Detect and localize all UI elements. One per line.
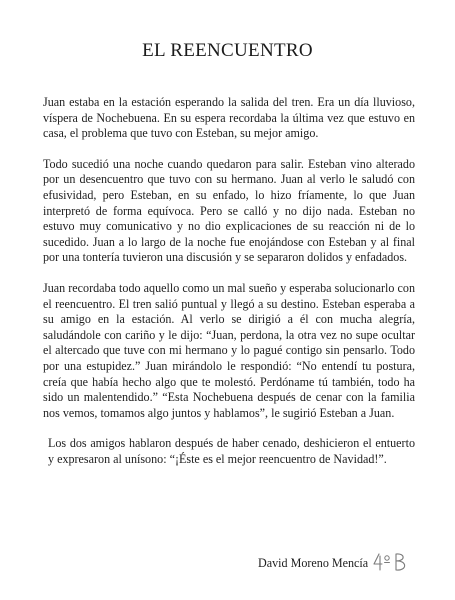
paragraph-2: Todo sucedió una noche cuando quedaron para salir. Esteban vino alterado por un desencuentro que tuvo con su hermano. Juan al verlo le saludó con efusividad, pero Esteban, en su enfado, lo hizo fríamente, lo que Juan interpretó de forma equívoca. Pero se calló y no dijo nada. Esteban no estuvo muy comunicativo y no dio explicaciones de su reacción ni de lo sucedido. Juan a lo largo de la noche fue enojándose con Esteban y al final por una tontería tuvieron una discusión y se separaron dolidos y enfadados. [43,156,415,265]
handwritten-class-note [372,551,412,573]
paragraph-1: Juan estaba en la estación esperando la salida del tren. Era un día lluvioso, víspera de Nochebuena. En su espera recordaba la última vez que estuvo en casa, el problema que tuvo con Esteban, su mejor amigo. [43,95,415,141]
author-signature: David Moreno Mencía [258,556,369,570]
paragraph-3: Juan recordaba todo aquello como un mal sueño y esperaba solucionarlo con el reencuentro. El tren salió puntual y llegó a su destino. Esteban esperaba a su amigo en la estación. Al verlo se dirigió a él con mucha alegría, saludándole con cariño y le dijo: “Juan, perdona, la otra vez no supe ocultar el altercado que tuve con mi hermano y lo pagué contigo sin pensarlo. Todo por una estupidez.” Juan mirándolo le respondió: “No entendí tu postura, creía que había hecho algo que te molestó. Perdóname tú también, todo ha sido un malentendido.” “Esta Nochebuena después de cenar con la familia nos vemos, tomamos algo juntos y hablamos”, le sugirió Esteban a Juan. [43,280,415,420]
document-body [43,95,415,482]
paragraph-4: Los dos amigos hablaron después de haber cenado, deshicieron el entuerto y expresaron al unísono: “¡Éste es el mejor reencuentro de Navidad!”. [48,436,415,466]
document-title: EL REENCUENTRO [142,40,313,61]
